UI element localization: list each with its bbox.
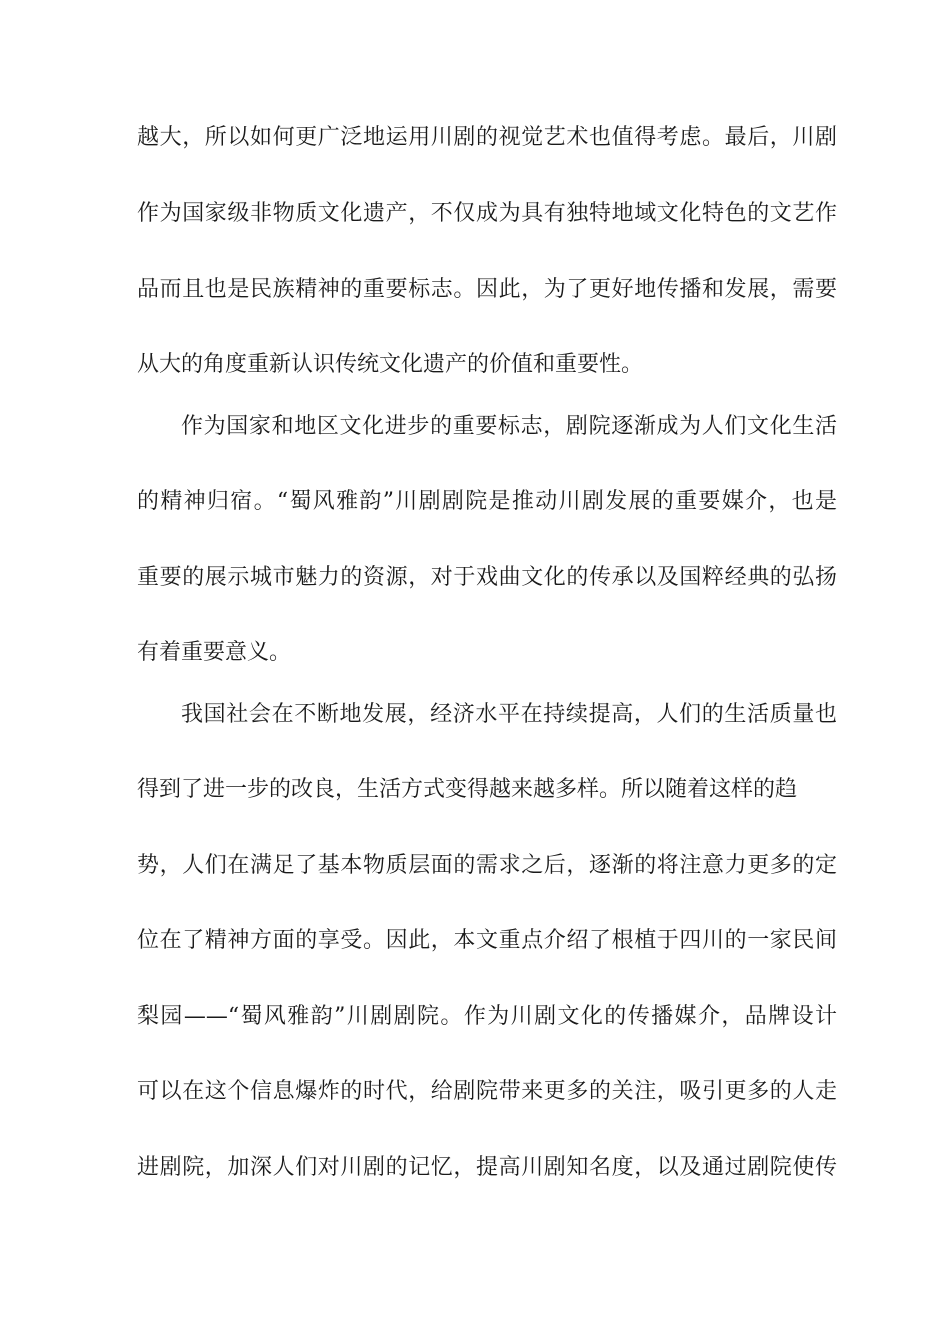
paragraph-1-line-3: 品而且也是民族精神的重要标志。因此，为了更好地传播和发展，需要	[137, 277, 837, 302]
paragraph-3-line-6: 可以在这个信息爆炸的时代，给剧院带来更多的关注，吸引更多的人走	[137, 1079, 837, 1104]
paragraph-2-line-2: 的精神归宿。“蜀风雅韵”川剧剧院是推动川剧发展的重要媒介，也是	[137, 489, 837, 514]
paragraph-3-line-4: 位在了精神方面的享受。因此，本文重点介绍了根植于四川的一家民间	[137, 928, 837, 953]
paragraph-3-line-1: 我国社会在不断地发展，经济水平在持续提高，人们的生活质量也	[181, 702, 837, 727]
paragraph-1-line-1: 越大，所以如何更广泛地运用川剧的视觉艺术也值得考虑。最后，川剧	[137, 125, 837, 150]
paragraph-2-line-1: 作为国家和地区文化进步的重要标志，剧院逐渐成为人们文化生活	[181, 414, 837, 439]
paragraph-2-line-4: 有着重要意义。	[137, 640, 292, 665]
paragraph-3-line-7: 进剧院，加深人们对川剧的记忆，提高川剧知名度，以及通过剧院使传	[137, 1155, 837, 1180]
paragraph-3-line-5: 梨园——“蜀风雅韵”川剧剧院。作为川剧文化的传播媒介，品牌设计	[137, 1004, 837, 1029]
paragraph-3-line-3: 势，人们在满足了基本物质层面的需求之后，逐渐的将注意力更多的定	[137, 853, 837, 878]
paragraph-1-line-2: 作为国家级非物质文化遗产，不仅成为具有独特地域文化特色的文艺作	[137, 201, 837, 226]
paragraph-2-line-3: 重要的展示城市魅力的资源，对于戏曲文化的传承以及国粹经典的弘扬	[137, 565, 837, 590]
paragraph-1-line-4: 从大的角度重新认识传统文化遗产的价值和重要性。	[137, 352, 644, 377]
paragraph-3-line-2: 得到了进一步的改良，生活方式变得越来越多样。所以随着这样的趋	[137, 777, 798, 802]
